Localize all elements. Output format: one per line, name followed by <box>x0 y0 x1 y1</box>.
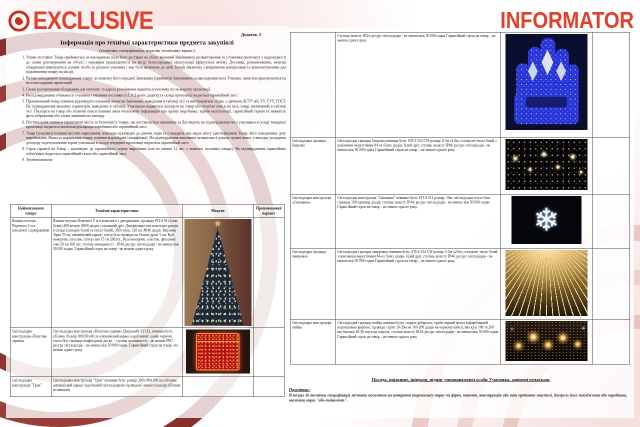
icicle-lights-photo <box>505 139 587 190</box>
col-header-specs: Технічні характеристики <box>51 204 182 217</box>
note-text: В місцях де технічна специфікація містить посилання на конкретні торговельну марку чи фірму, патент, конструкцію або тип предмета закупівлі, джерело його походження або виробника, вважати вираз "або еквівалент". <box>289 393 627 403</box>
proposed-variant-cell <box>253 377 284 397</box>
product-photo-cell <box>500 137 593 194</box>
term-item: 8. Строк гарантії на Товар – відповідно до гарантійного строку виробника (але не менше 12 міс. з моменту поставки товару). На підтвердження гарантійних зобов'язань надається гарантійний талон або гарантійний лист. <box>26 147 286 157</box>
exclusive-logo <box>8 8 153 34</box>
throne-shape <box>505 34 587 130</box>
tree-star-icon: ★ <box>214 219 222 229</box>
snowflake-photo <box>511 196 581 244</box>
table-row <box>10 377 284 397</box>
mailbox-box-shape <box>196 333 240 371</box>
annex-label: Додаток 3 <box>241 32 261 37</box>
product-specs-cell: Світлодіодна конструкція "Сніжинка" повинна бути: STLS 512 розмір: 10м; світлодіодна тепло-біла гірлянда 100 одиниць діодів; ступінь захисту IP44; ресурс світлодіодів - не менше ніж 50 000 годин Гарантійний строк на товар – не менше одного року. <box>336 194 501 248</box>
product-photo-cell <box>182 217 253 328</box>
term-item: 4. На підтвердження обізнаності учасника з умовами поставки (п.1, п.2 цього додатку) в складі пропозиції надається гарантійний лист. <box>26 93 286 98</box>
proposed-variant-cell <box>593 137 630 194</box>
product-name-cell: Ялинка штучна Перемога 5 м в комплекті з декораціями <box>10 217 51 328</box>
table-row <box>10 217 284 328</box>
product-photo-cell <box>500 194 593 248</box>
term-item: 9. Технічні вимоги: <box>26 158 286 163</box>
snowflake-icon: ❄ <box>533 201 560 238</box>
col-header-proposed: Пропонований варіант <box>253 204 284 217</box>
note-label: Примітка: <box>289 387 311 392</box>
product-specs-cell: Ялинка штучна Перемога 5 м в комплекті з декораціями: гірлянда STLS 912 (мікс білих) 400 метрів, 8000 діодів, гумований дріт, Декоративна світлова конструкція, в складі (холодно білий та тепло білий), 360 голок, 120 см, 8640 діодів. Верхівка Зірка 70 см, алюмінієвий каркас, тепло біла гірлянда на білому дроті 3 шт. Кулі новорічні, пластик, глітер сині 15 см 200 шт., Кулі новорічні, пластик, фіксовані сині 20 см 100 шт; ступінь захищеності – IP44, ресурс світлодіодів - не менше ніж 50 000 годин. Гарантійний строк на товар - не менше одного року. <box>51 217 182 328</box>
product-photo-cell <box>182 328 253 377</box>
document-page-left <box>6 26 288 418</box>
product-specs-cell: Світлодіодна конструкція "Трон" повинна бути: розмір 200х180х100 см; об'ємна; алюмінієвий каркас оздоблений світлодіодною гірляндою синього кольору (білими вставками). <box>51 377 182 397</box>
light-curtain-photo <box>505 250 587 316</box>
gold-spiral-garland-photo <box>505 321 587 361</box>
tree-cone-shape <box>188 227 247 325</box>
product-name-cell: Світлодіодна гірлянда бахрома <box>290 137 335 194</box>
product-name-cell: Світлодіодна конструкція «Поштова скриня» <box>10 328 51 377</box>
proposed-variant-cell <box>593 248 630 319</box>
exclusive-logo-text: EXCLUSIVE <box>33 6 154 35</box>
exclusive-eye-icon <box>8 10 30 32</box>
page-subtitle: (технічна специфікація, перелік технічних вимог) <box>99 48 195 53</box>
term-item: 2. Ризики випадкового пошкодження товару до моменту його передачі Замовнику (прийняття Замовником за накладними) несе Учасник, яким має враховуватися це на етапі подання пропозицій. <box>26 76 286 86</box>
product-photo-cell <box>500 248 593 319</box>
product-name-cell: Світлодіодна конструкція змійка <box>290 319 335 364</box>
product-specs-cell: Світлодіодна гірлянда ланцюжок повинна бути: STLS 352 CW розмір: 0.5м х2.0м; сталактит тепло білий з повільним мерехтінням 84-ох білих діодів, білий дріт, ступінь захисту IP44; ресурс світлодіодів - не менше ніж 50 000 годин Гарантійний строк на товар – не менше одного року. <box>336 248 501 319</box>
product-name-cell: Світлодіодна конструкція «Сніжинка» <box>290 194 335 248</box>
proposed-variant-cell <box>253 328 284 377</box>
table-header-row <box>10 204 284 217</box>
mailbox-lid-shape <box>196 341 240 342</box>
product-photo-cell <box>500 32 593 137</box>
table-row <box>290 32 630 137</box>
blue-throne-photo <box>505 34 587 130</box>
spec-table-left <box>10 204 285 397</box>
product-name-cell <box>290 32 335 137</box>
product-photo-cell <box>500 319 593 364</box>
product-specs-cell: Світлодіодна конструкція «Поштова скриня» (Дюралайт STLS), повинна бути об'ємна. Розмір 100х50х40 см алюмінієвий каркас оздоблений: ззовні червоні, тепло білі гірлянди конфігурації диско – ступінь захищеності – не менше IP67, ресурс світлодіодів – не менше ніж 50 000 годин. Гарантійний строк на товар - не менше одного року <box>51 328 182 377</box>
product-specs-cell: Світлодіодна гірлянда змійка повинна бути: спіраль фіберглас, труби чорний метал пофарбований порошковою фарбою, гірлянди стрінг 10-20м на 160-200 діодів на чорному кабелі, пвх кулі 100 та 200 мм близько 20-30 штук на спіраль, ступінь захисту IP44; ресурс світлодіодів - не менше ніж 50 000 годин Гарантійний строк на товар – не менше одного року. <box>336 319 501 364</box>
table-row <box>290 137 630 194</box>
table-row <box>290 319 630 364</box>
table-row <box>10 328 284 377</box>
product-name-cell: Світлодіодна конструкція "Трон" <box>10 377 51 397</box>
christmas-tree-photo <box>184 219 251 326</box>
product-name-cell: Світлодіодна гірлянда ланцюжок <box>290 248 335 319</box>
proposed-variant-cell <box>593 32 630 137</box>
term-item: 1. Умови поставки: Товар приймається за накладними після його доставки на об'єкт вказаний Замовником, розвантаження та установки (монтажу) у відповідності до схеми розташування на об'єкті і перевірки працездатності на місці безпосередньої експлуатації (фіксується актом). Доставка, розвантаження, монтаж обладнання виконуються силами та/або за рахунок учасника і має бути включено до ціни Товару (включно з витратними матеріалами та комплектуючими для підключення товару на місці). <box>26 55 286 75</box>
informator-logo-text: INFORMATOR <box>500 8 634 34</box>
product-photo-cell <box>182 377 253 397</box>
term-item: 6. Постачальник повинен гарантувати якість та безпечність товару, що поставляється замовнику за Договором, на підтвердження чого учасником в складі тендерної пропозиції надається висновок/декларація виробника або гарантійний лист. <box>26 120 286 130</box>
product-specs-cell: Ступінь захисту IP44; ресурс світлодіодів - не менше ніж 50 000 годин Гарантійний строк на товар – не менше одного року. <box>336 32 501 137</box>
term-item: 5. Пропонований товар повинен відповідати основним вимогам Замовника, наведеним в таблиці №1 та виготовлятися згідно з діючими ДСТУ або ТУ, ТУУ, ГОСТ. На підтвердження вказаних параметрів, наведених в таблиці, Учасником надаються паспорти на товар або технічні описи на весь товар, визначений в таблиці №1. Паспорти на товар або технічні описи повинні мати обов'язкову інформацію про країну виробника, термін експлуатації, гарантійний термін та наявність фото зображення або схеми зовнішнього вигляду. <box>26 99 286 119</box>
product-specs-cell: Світлодіодна гірлянда бахрома повинна бути: STLS 352 CW розмір: 0.5м х2.0м; сталактит тепло білий з повільним мерехтінням 84-ох білих діодів, білий дріт, ступінь захисту IP44; ресурс світлодіодів - не менше ніж 50 000 годин Гарантійний строк на товар – не менше одного року. <box>336 137 501 194</box>
term-item: 7. Товар (упаковка) повинні містити маркування, нанесене відповідно до діючих норм та стандартів, яке надає змогу ідентифікувати Товар, його походження, дату виробництва. Назва та маркування товару повинні відповідати специфікації. На підтвердження виконання зазначених в даному пункті вимог у випадку укладання договору за результатами торгів учасником в складі тендерної пропозиції надається гарантійний лист. <box>26 131 286 146</box>
table-row <box>290 248 630 319</box>
page-title: Інформація про технічні характеристики предмета закупівлі <box>60 39 234 46</box>
col-header-mockup: Макети <box>182 204 253 217</box>
document-page-right <box>288 28 634 418</box>
proposed-variant-cell <box>593 319 630 364</box>
col-header-name: Найменування товару <box>10 204 51 217</box>
proposed-variant-cell <box>593 194 630 248</box>
spec-table-right <box>290 32 630 365</box>
signature-line: Посада, прізвище, ініціали, підпис уповноваженої особи Учасника, завірені печаткою. <box>371 377 551 382</box>
term-item: 3. Схема розташування обладнання для монтажу та адреса розміщення надаються учаснику після акцепту пропозиції. <box>26 87 286 92</box>
proposed-variant-cell <box>253 217 284 328</box>
table-row <box>290 194 630 248</box>
red-mailbox-photo <box>186 330 250 374</box>
terms-list <box>15 55 286 164</box>
